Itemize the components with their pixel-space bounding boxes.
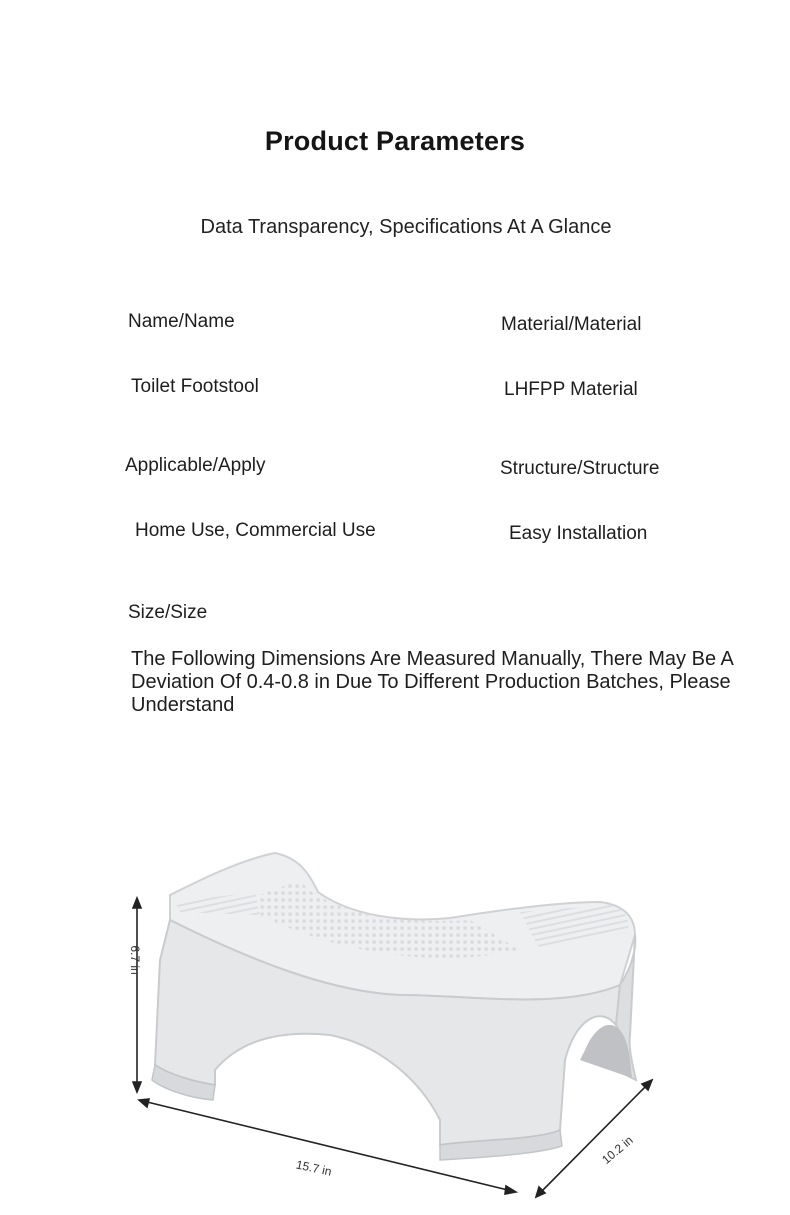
structure-value: Easy Installation: [509, 523, 648, 544]
footstool-dimension-figure: [0, 820, 790, 1215]
name-value: Toilet Footstool: [131, 376, 259, 397]
applicable-value: Home Use, Commercial Use: [135, 520, 376, 541]
height-dimension-label: 6.7 in: [128, 945, 142, 975]
length-arrow-left: [139, 1099, 149, 1107]
size-note: The Following Dimensions Are Measured Manually, There May Be A Deviation Of 0.4-0.8 in Due To Different Production Batches, Please Understand: [131, 648, 733, 716]
material-label: Material/Material: [501, 314, 642, 335]
applicable-label: Applicable/Apply: [125, 455, 266, 476]
size-label: Size/Size: [128, 602, 208, 623]
height-arrow-top: [133, 898, 141, 908]
page-title: Product Parameters: [264, 126, 526, 156]
height-arrow-bottom: [133, 1082, 141, 1092]
structure-label: Structure/Structure: [500, 458, 660, 479]
length-arrow-right: [505, 1186, 516, 1194]
page-subtitle: Data Transparency, Specifications At A Glance: [200, 216, 612, 238]
footstool-image: [152, 853, 636, 1160]
material-value: LHFPP Material: [504, 379, 638, 400]
width-dimension-label: 10.2 in: [599, 1132, 636, 1167]
length-dimension-label: 15.7 in: [294, 1157, 333, 1179]
name-label: Name/Name: [128, 311, 235, 332]
